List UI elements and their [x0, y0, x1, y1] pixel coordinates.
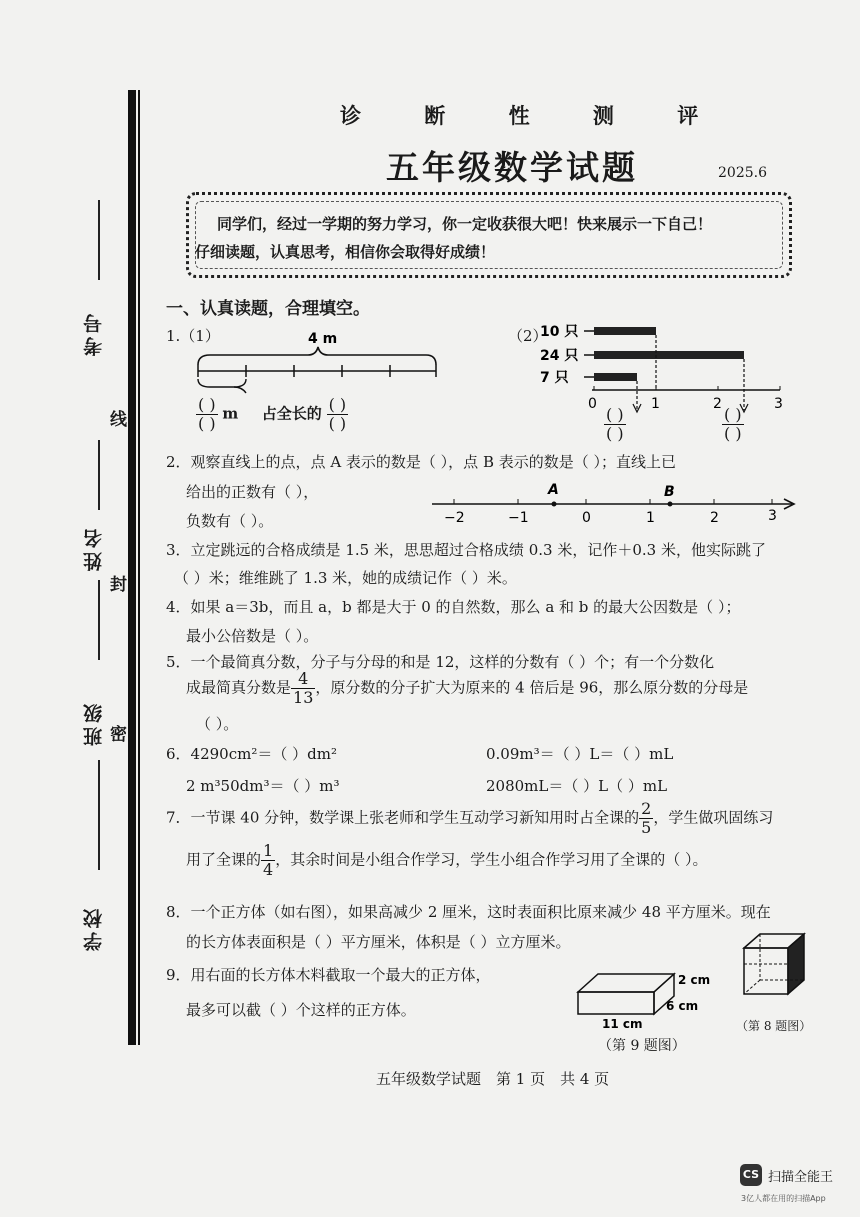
q8-cube-figure — [738, 928, 810, 1014]
q1-number: 1.（1） — [166, 327, 220, 345]
xuexiao-label: 学校 — [83, 905, 105, 951]
q2-line-1: 2．观察直线上的点，点 A 表示的数是（ ），点 B 表示的数是（ ）；直线上已 — [166, 453, 677, 471]
q2-number-line — [428, 478, 798, 528]
q5-line-3: （ ）。 — [196, 715, 239, 733]
tick-3: 3 — [774, 396, 783, 412]
q8-cube-shaded-face — [788, 934, 804, 994]
q2-line-3: 负数有（ ）。 — [186, 512, 274, 530]
notice-line-1: 同学们，经过一学期的努力学习，你一定收获很大吧！快来展示一下自己！ — [217, 215, 713, 233]
bar-10 — [594, 327, 656, 335]
bar-7 — [594, 373, 637, 381]
q1-part2-fraction-2: ( ) ( ) — [724, 405, 742, 443]
exam-date: 2025.6 — [718, 165, 767, 181]
banji-label: 班级 — [83, 700, 105, 746]
q5-line-2: 成最简真分数是 $\frac{4}{13}$ ，原分数的分子扩大为原来的 4 倍后是 96，那么原分数的分母是 — [186, 669, 749, 707]
q3-line-2: （ ）米；维维跳了 1.3 米，她的成绩记作（ ）米。 — [174, 569, 517, 587]
seal-feng: 封 — [110, 575, 127, 595]
q9-cuboid-figure — [574, 966, 736, 1032]
q6-b: 0.09m³＝（ ）L＝（ ）mL — [486, 745, 674, 763]
q1-part2-label: （2） — [508, 327, 548, 345]
binding-rule-thick — [128, 90, 136, 1045]
xingming-blank-top — [98, 440, 100, 510]
q5-line-1: 5．一个最简真分数，分子与分母的和是 12，这样的分数有（ ）个；有一个分数化 — [166, 653, 715, 671]
bar-24 — [594, 351, 744, 359]
q3-line-1: 3．立定跳远的合格成绩是 1.5 米，思思超过合格成绩 0.3 米，记作＋0.3 米，他实际跳了 — [166, 541, 766, 559]
q8-line-1: 8．一个正方体（如右图），如果高减少 2 厘米，这时表面积比原来减少 48 平方厘米。现在 — [166, 903, 771, 921]
q1-ratio-text: 占全长的 — [261, 404, 322, 423]
kaohao-blank — [98, 200, 100, 280]
point-a-label: A — [548, 482, 559, 498]
q1-length-label: 4 m — [308, 331, 338, 347]
camscanner-tagline: 3亿人都在用的扫描App — [741, 1194, 826, 1203]
q9-dim-height: 2 cm — [678, 973, 711, 987]
q6-a: 6．4290cm²＝（ ）dm² — [166, 745, 337, 763]
point-a-dot — [552, 502, 557, 507]
q9-line-1: 9．用右面的长方体木料截取一个最大的正方体， — [166, 966, 491, 984]
q9-dim-width: 6 cm — [666, 999, 699, 1013]
q8-line-2: 的长方体表面积是（ ）平方厘米，体积是（ ）立方厘米。 — [186, 933, 571, 951]
xingming-blank — [98, 580, 100, 660]
q9-dim-length: 11 cm — [602, 1017, 643, 1031]
q4-line-2: 最小公倍数是（ ）。 — [186, 627, 319, 645]
q1-answer-row — [196, 396, 348, 433]
q7-line-1: 7．一节课 40 分钟，数学课上张老师和学生互动学习新知用时占全课的 $\frac{2}{5}$ ，学生做巩固练习 — [166, 799, 774, 837]
q2-tick-0: 0 — [582, 510, 591, 526]
q1-unit: m — [222, 404, 239, 423]
banji-blank — [98, 760, 100, 870]
seal-mi: 密 — [110, 725, 127, 745]
q6-d: 2080mL＝（ ）L（ ）mL — [486, 777, 668, 795]
tick-1: 1 — [651, 396, 660, 412]
section-1-title: 一、认真读题，合理填空。 — [166, 299, 370, 319]
point-b-label: B — [664, 484, 675, 500]
q2-tick-neg2: −2 — [444, 510, 465, 526]
q2-tick-3: 3 — [768, 508, 777, 524]
tick-0: 0 — [588, 396, 597, 412]
point-b-dot — [668, 502, 673, 507]
q1-part2-fraction-1: ( ) ( ) — [606, 405, 624, 443]
q2-tick-neg1: −1 — [508, 510, 529, 526]
q7-fraction-1: $\frac{2}{5}$ — [641, 799, 652, 837]
exam-title: 五年级数学试题 — [386, 148, 638, 187]
q8-caption: （第 8 题图） — [736, 1019, 812, 1033]
q1-blank-fraction-1: ( ) ( ) — [198, 395, 216, 433]
q1-brace-top — [198, 347, 436, 365]
xingming-label: 姓名 — [83, 525, 105, 571]
tick-2: 2 — [713, 396, 722, 412]
q4-line-1: 4．如果 a＝3b，而且 a，b 都是大于 0 的自然数，那么 a 和 b 的最大公因数是（ ）； — [166, 598, 741, 616]
camscanner-name: 扫描全能王 — [768, 1170, 834, 1185]
q7-fraction-2: $\frac{1}{4}$ — [263, 841, 274, 879]
q9-line-2: 最多可以截（ ）个这样的正方体。 — [186, 1001, 416, 1019]
bar-label-10: 10 只 — [540, 324, 579, 340]
q7-line-2: 用了全课的 $\frac{1}{4}$ ，其余时间是小组合作学习，学生小组合作学习用了全课的（ ）。 — [186, 841, 708, 879]
q2-tick-1: 1 — [646, 510, 655, 526]
q6-c: 2 m³50dm³＝（ ）m³ — [186, 777, 340, 795]
q9-caption: （第 9 题图） — [598, 1038, 686, 1054]
kaohao-label: 考号 — [83, 310, 105, 356]
bar-label-24: 24 只 — [540, 348, 579, 364]
exam-subtitle: 诊 断 性 测 评 — [340, 103, 727, 128]
q1-bar-figure — [540, 318, 800, 448]
q2-tick-2: 2 — [710, 510, 719, 526]
q5-fraction: $\frac{4}{13}$ — [293, 669, 314, 707]
q1-blank-fraction-2: ( ) ( ) — [328, 395, 347, 433]
bar-label-7: 7 只 — [540, 370, 569, 386]
notice-line-2: 仔细读题，认真思考，相信你会取得好成绩！ — [195, 243, 496, 261]
binding-rule-thin — [138, 90, 140, 1045]
seal-xian: 线 — [110, 410, 127, 430]
camscanner-logo-icon: CS — [740, 1164, 762, 1186]
page-footer: 五年级数学试题 第 1 页 共 4 页 — [376, 1070, 610, 1088]
notice-box — [186, 192, 792, 278]
q2-line-2: 给出的正数有（ ）， — [186, 483, 319, 501]
